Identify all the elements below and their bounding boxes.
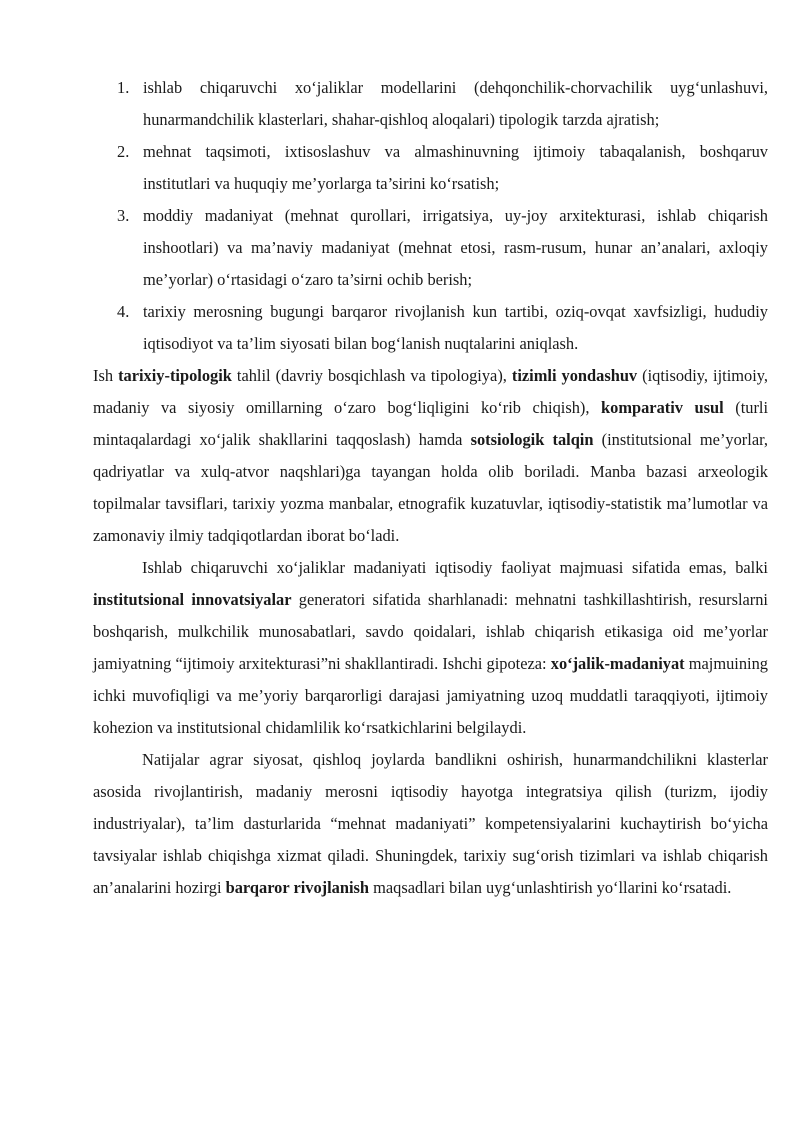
text-run: (institutsional me’yorlar, qadriyatlar va xulq-atvor naqshlari)ga tayangan holda olib boriladi. Manba bazasi arxeologik topilmalar tavsiflari, tarixiy yozma manbalar, etnografik kuzatuvlar, iqtisodiy-statistik ma’lumotlar va zamonaviy ilmiy tadqiqotlardan iborat bo‘ladi.	[93, 430, 768, 545]
list-number: 3.	[117, 206, 130, 225]
bold-term: barqaror rivojlanish	[225, 878, 370, 897]
list-number: 2.	[117, 142, 130, 161]
list-text: moddiy madaniyat (mehnat qurollari, irrigatsiya, uy-joy arxitekturasi, ishlab chiqarish inshootlari) va ma’naviy madaniyat (mehnat etosi, rasm-rusum, hunar an’analari, axloqiy me’yorlar) o‘rtasidagi o‘zaro ta’sirni ochib berish;	[143, 206, 768, 289]
text-run: maqsadlari bilan uyg‘unlashtirish yo‘llarini ko‘rsatadi.	[369, 878, 732, 897]
list-text: mehnat taqsimoti, ixtisoslashuv va almashinuvning ijtimoiy tabaqalanish, boshqaruv institutlari va huquqiy me’yorlarga ta’sirini ko‘rsatish;	[143, 142, 768, 193]
text-run: (turli mintaqalardagi xo‘jalik shakllarini taqqoslash) hamda	[93, 398, 769, 449]
list-text: tarixiy merosning bugungi barqaror rivojlanish kun tartibi, oziq-ovqat xavfsizligi, hududiy iqtisodiyot va ta’lim siyosati bilan bog‘lanish nuqtalarini aniqlash.	[143, 302, 768, 353]
bold-term: tizimli yondashuv	[511, 366, 638, 385]
hypothesis-paragraph	[93, 552, 768, 744]
list-item	[93, 72, 768, 136]
text-run: Ishlab chiqaruvchi xo‘jaliklar madaniyati iqtisodiy faoliyat majmuasi sifatida emas, balki	[142, 558, 768, 577]
objectives-list	[93, 72, 768, 360]
text-run: generatori sifatida sharhlanadi: mehnatni tashkillashtirish, resurslarni boshqarish, mulkchilik munosabatlari, savdo qoidalari, ishlab chiqarish etikasiga oid me’yorlar jamiyatning “ijtimoiy arxitekturasi”ni shakllantiradi. Ishchi gipoteza:	[93, 590, 768, 673]
methods-paragraph	[93, 360, 768, 552]
list-item	[93, 296, 768, 360]
list-number: 4.	[117, 302, 130, 321]
list-text: ishlab chiqaruvchi xo‘jaliklar modellarini (dehqonchilik-chorvachilik uyg‘unlashuvi, hunarmandchilik klasterlari, shahar-qishloq aloqalari) tipologik tarzda ajratish;	[143, 78, 768, 129]
text-run: majmuining ichki muvofiqligi va me’yoriy barqarorligi darajasi jamiyatning uzoq muddatli taraqqiyoti, ijtimoiy kohezion va institutsional chidamlilik ko‘rsatkichlarini belgilaydi.	[93, 654, 768, 737]
bold-term: institutsional innovatsiyalar	[93, 590, 292, 609]
text-run: Natijalar agrar siyosat, qishloq joylarda bandlikni oshirish, hunarmandchilikni klasterlar asosida rivojlantirish, madaniy merosni iqtisodiy hayotga integratsiya qilish (turizm, ijodiy industriyalar), ta’lim dasturlarida “mehnat madaniyati” kompetensiyalarini kuchaytirish bo‘yicha tavsiyalar ishlab chiqishga xizmat qiladi. Shuningdek, tarixiy sug‘orish tizimlari va ishlab chiqarish an’analarini hozirgi	[93, 750, 768, 897]
list-item	[93, 200, 768, 296]
list-item	[93, 136, 768, 200]
text-run: (iqtisodiy, ijtimoiy, madaniy va siyosiy omillarning o‘zaro bog‘liqligini ko‘rib chiqish),	[93, 366, 768, 417]
text-run: tahlil (davriy bosqichlash va tipologiya),	[231, 366, 512, 385]
bold-term: xo‘jalik-madaniyat	[550, 654, 685, 673]
document-page	[93, 72, 768, 904]
bold-term: tarixiy-tipologik	[118, 366, 232, 385]
bold-term: komparativ usul	[601, 398, 724, 417]
bold-term: sotsiologik talqin	[470, 430, 594, 449]
list-number: 1.	[117, 78, 130, 97]
text-run: Ish	[93, 366, 119, 385]
results-paragraph	[93, 744, 768, 904]
